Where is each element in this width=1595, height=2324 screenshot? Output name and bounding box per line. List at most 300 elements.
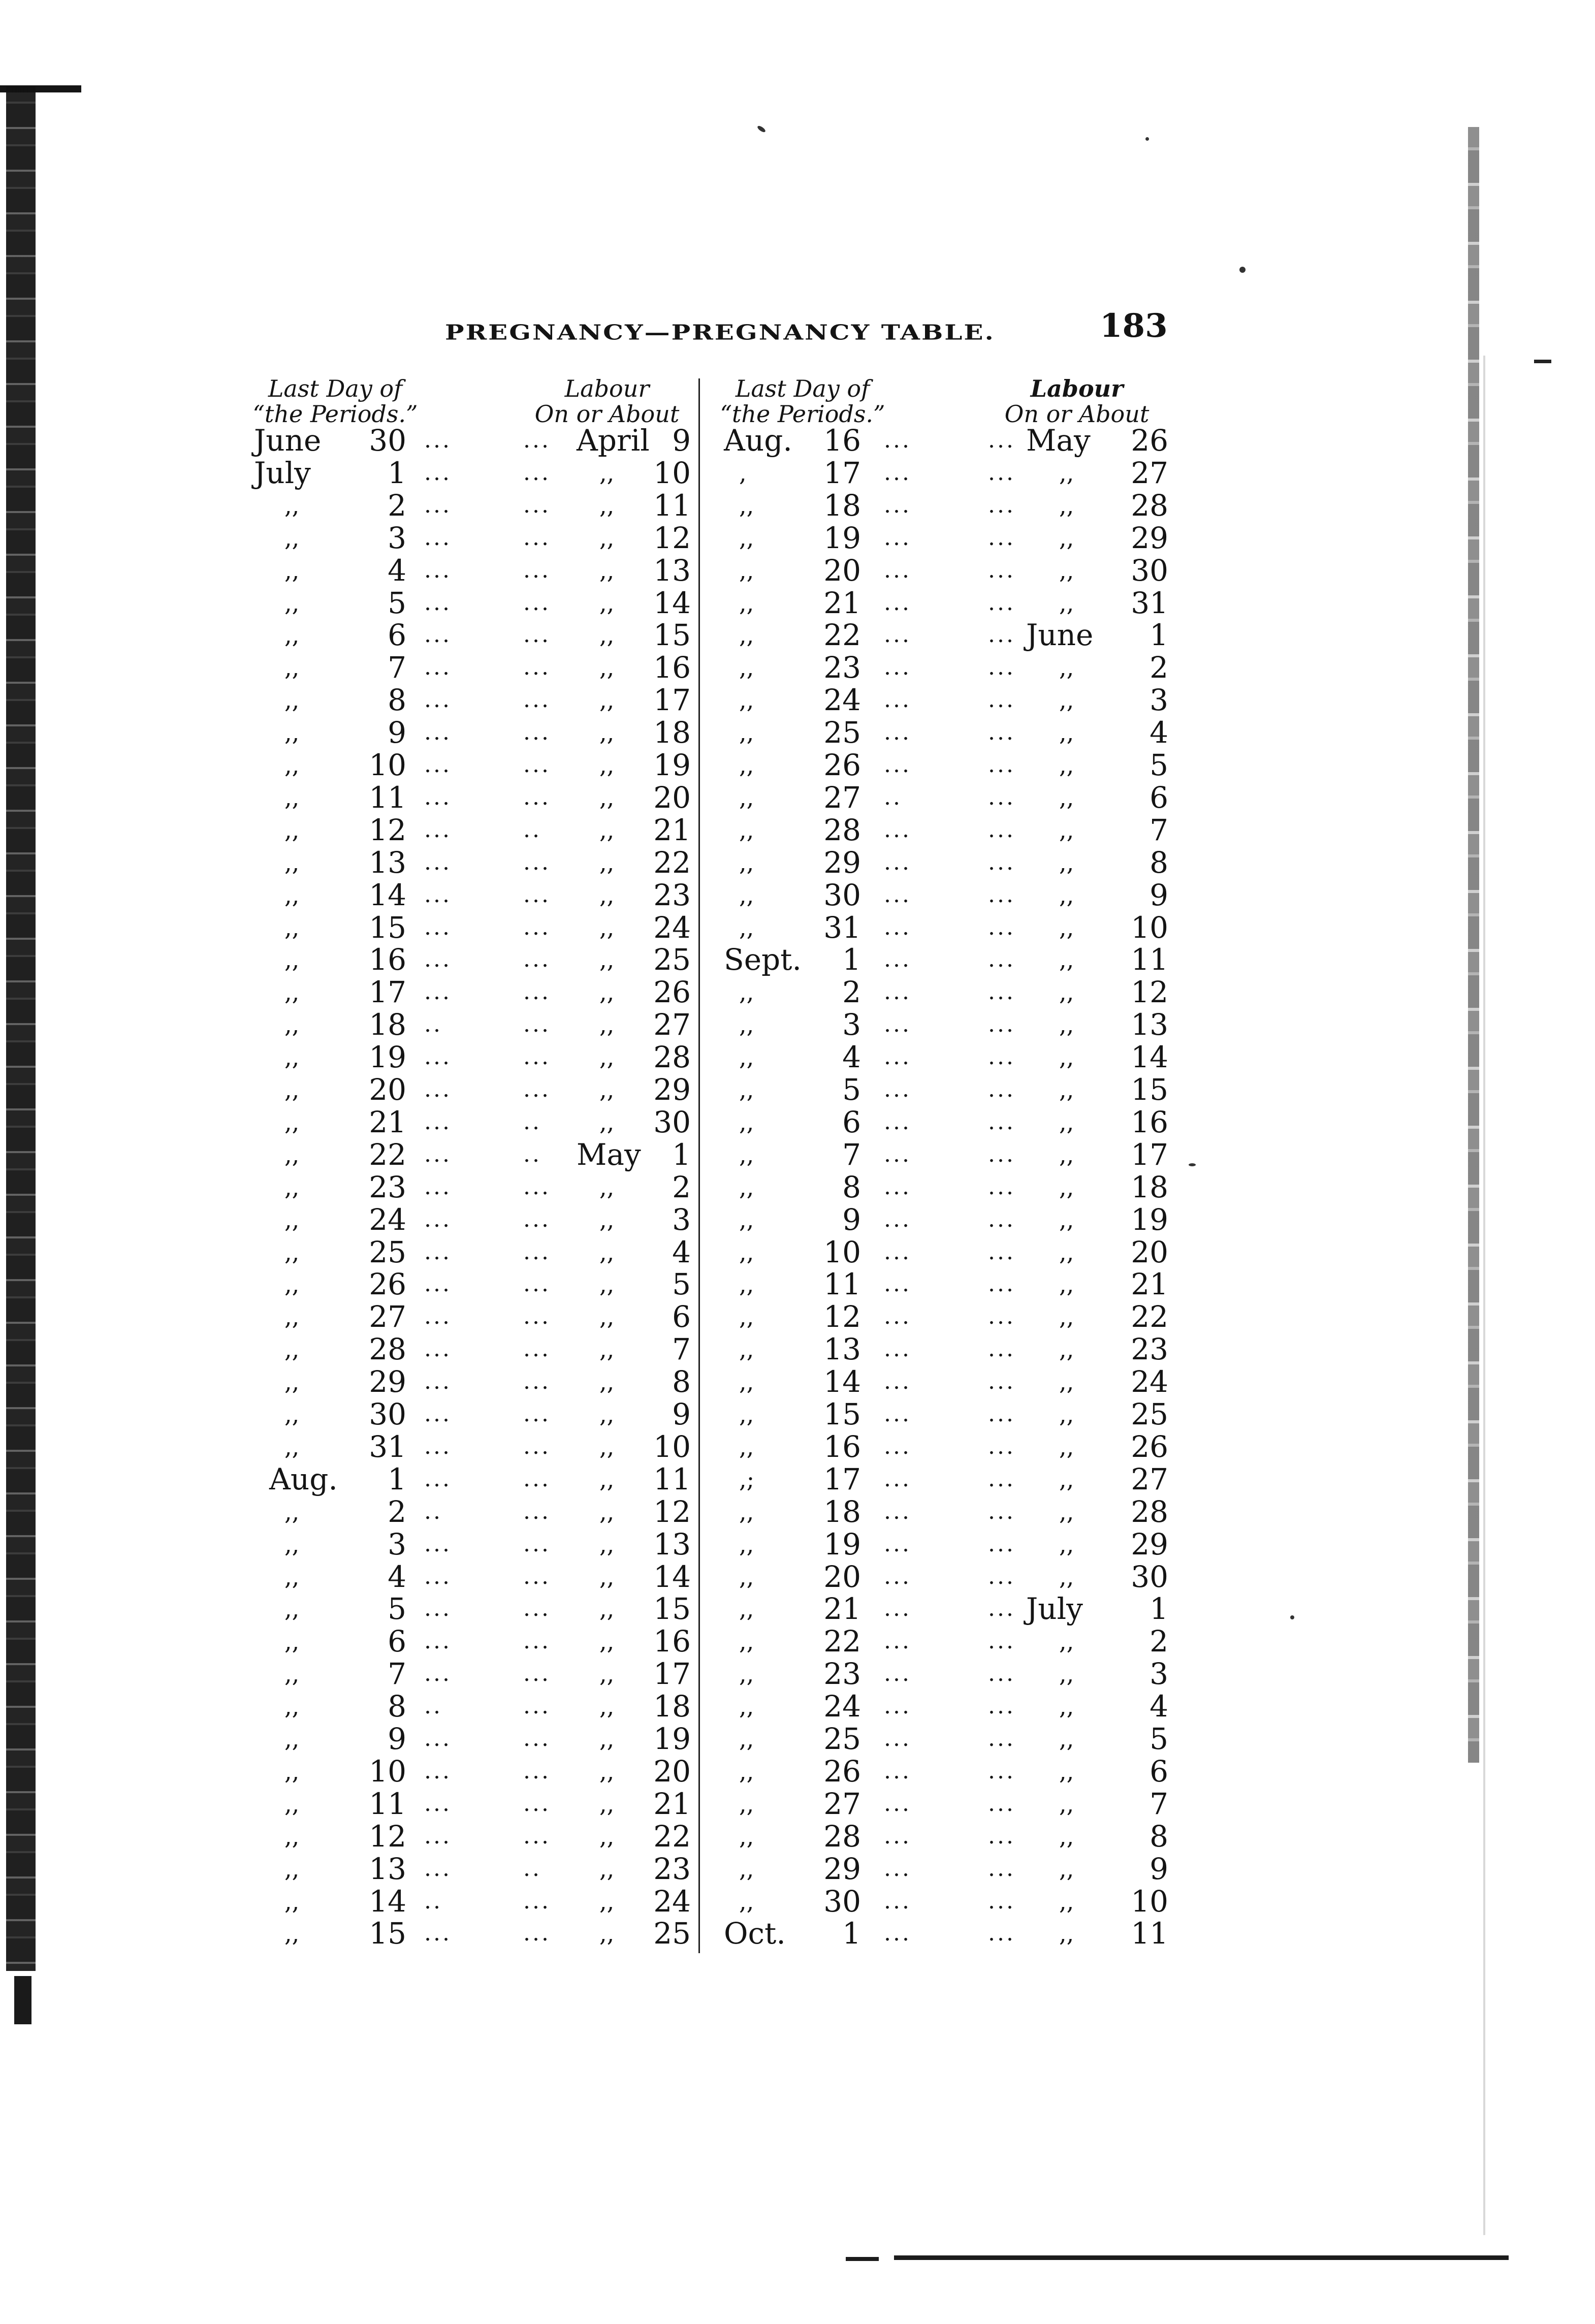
labour-month: ,, (599, 978, 615, 1006)
labour-month: ,, (599, 589, 615, 617)
labour-day: 2 (1150, 650, 1168, 685)
last-day-number: 15 (369, 910, 406, 945)
labour-month: ,, (599, 1400, 615, 1428)
labour-day: 6 (1150, 1754, 1168, 1789)
leader-dots: ... (988, 1758, 1015, 1784)
labour-day: 9 (1150, 1851, 1168, 1886)
labour-day: 23 (653, 877, 691, 912)
table-row (0, 684, 1595, 716)
last-day-number: 26 (823, 1754, 861, 1789)
leader-dots: ... (884, 1011, 911, 1038)
last-day-number: 19 (823, 520, 861, 555)
labour-day: 15 (653, 1591, 691, 1627)
heading-line: Last Day of (735, 375, 870, 402)
labour-month: ,, (599, 1887, 615, 1915)
last-day-number: 23 (823, 650, 861, 685)
labour-month: ,, (599, 1757, 615, 1785)
labour-month: ,, (1059, 1400, 1074, 1428)
last-day-month: ,, (284, 1693, 300, 1721)
labour-month: ,, (1059, 1628, 1074, 1656)
last-day-number: 18 (823, 488, 861, 523)
table-row (0, 976, 1595, 1008)
table-row (0, 1723, 1595, 1755)
labour-month: ,, (599, 1498, 615, 1525)
labour-day: 5 (1150, 748, 1168, 782)
leader-dots: ... (884, 1108, 911, 1135)
leader-dots: ... (884, 1823, 911, 1849)
labour-day: 24 (1131, 1364, 1168, 1399)
leader-dots: ... (884, 1596, 911, 1622)
last-day-month: ,, (739, 1790, 754, 1818)
labour-day: 11 (1131, 942, 1168, 977)
leader-dots: ... (523, 1401, 551, 1427)
heading-labour-right (991, 376, 1163, 427)
leader-dots: ... (424, 687, 452, 713)
labour-month: ,, (599, 1660, 615, 1688)
leader-dots: ... (424, 1368, 452, 1395)
leader-dots: ... (884, 1661, 911, 1687)
labour-day: 12 (653, 520, 691, 555)
leader-dots: ... (523, 1173, 551, 1200)
leader-dots: ... (988, 1076, 1015, 1102)
last-day-month: ,, (739, 1076, 754, 1103)
labour-day: 1 (1150, 1591, 1168, 1627)
leader-dots: ... (988, 784, 1015, 810)
table-row (0, 489, 1595, 522)
page-number: 183 (1100, 307, 1168, 345)
table-row (0, 424, 1595, 457)
leader-dots: ... (523, 1368, 551, 1395)
last-day-month: ,, (284, 686, 300, 714)
last-day-month: ,, (284, 1140, 300, 1168)
leader-dots: ... (884, 1206, 911, 1232)
leader-dots: ... (424, 1173, 452, 1200)
table-row (0, 911, 1595, 944)
leader-dots: ... (424, 459, 452, 486)
last-day-number: 3 (388, 1526, 406, 1562)
labour-month: ,, (599, 751, 615, 779)
table-row (0, 1300, 1595, 1333)
labour-month: ,, (599, 1920, 615, 1948)
labour-day: 28 (1131, 488, 1168, 523)
labour-day: 21 (653, 1786, 691, 1821)
labour-day: 8 (1150, 845, 1168, 880)
labour-month: ,, (599, 491, 615, 519)
last-day-month: ,, (284, 1011, 300, 1039)
leader-dots: ... (523, 654, 551, 681)
last-day-month: ,, (284, 1432, 300, 1460)
last-day-number: 5 (388, 1591, 406, 1627)
last-day-number: 21 (823, 1591, 861, 1627)
labour-day: 8 (1150, 1819, 1168, 1854)
labour-month: ,, (1059, 881, 1074, 909)
labour-month: ,, (1059, 1498, 1074, 1525)
labour-day: 13 (653, 553, 691, 588)
table-row (0, 879, 1595, 911)
leader-dots: ... (988, 849, 1015, 875)
labour-month: ,, (599, 1011, 615, 1039)
labour-day: 11 (1131, 1916, 1168, 1951)
leader-dots: ... (884, 427, 911, 453)
labour-month: ,, (599, 1043, 615, 1071)
leader-dots: ... (424, 946, 452, 973)
leader-dots: .. (523, 816, 541, 843)
labour-month: ,, (1059, 1140, 1074, 1168)
labour-month: ,, (599, 654, 615, 682)
last-day-number: 2 (388, 1494, 406, 1529)
leader-dots: ... (988, 1401, 1015, 1427)
leader-dots: ... (523, 1011, 551, 1038)
last-day-month: ,, (739, 589, 754, 617)
last-day-number: 8 (388, 1689, 406, 1724)
last-day-number: 20 (823, 1559, 861, 1594)
leader-dots: ... (988, 979, 1015, 1005)
last-day-number: 30 (823, 877, 861, 912)
labour-day: 1 (1150, 618, 1168, 653)
table-row (0, 1138, 1595, 1171)
labour-month: ,, (1059, 1465, 1074, 1493)
leader-dots: ... (988, 1823, 1015, 1849)
leader-dots: ... (884, 849, 911, 875)
labour-month: ,, (1059, 913, 1074, 941)
labour-month: ,, (1059, 654, 1074, 682)
labour-month: ,, (1059, 1335, 1074, 1363)
last-day-number: 31 (369, 1429, 406, 1464)
labour-day: 13 (1131, 1007, 1168, 1042)
labour-day: 6 (672, 1299, 691, 1334)
last-day-month: ,, (739, 783, 754, 811)
leader-dots: ... (424, 1920, 452, 1947)
last-day-number: 17 (823, 1461, 861, 1497)
last-day-month: ,, (739, 1140, 754, 1168)
labour-day: 19 (653, 748, 691, 782)
labour-month: ,, (1059, 459, 1074, 487)
last-day-number: 30 (823, 1884, 861, 1919)
leader-dots: ... (988, 622, 1015, 648)
leader-dots: ... (884, 1563, 911, 1589)
labour-month: ,, (599, 719, 615, 747)
last-day-number: 3 (388, 520, 406, 555)
last-day-month: ,, (739, 1173, 754, 1201)
labour-day: 22 (653, 845, 691, 880)
leader-dots: ... (884, 1433, 911, 1459)
table-row (0, 1528, 1595, 1561)
last-day-number: 23 (823, 1657, 861, 1692)
leader-dots: ... (424, 849, 452, 875)
table-row (0, 749, 1595, 781)
labour-month: ,, (599, 621, 615, 649)
leader-dots: ... (884, 492, 911, 518)
leader-dots: ... (884, 1173, 911, 1200)
leader-dots: ... (884, 687, 911, 713)
last-day-number: 18 (823, 1494, 861, 1529)
last-day-month: , (739, 459, 747, 487)
leader-dots: ... (884, 816, 911, 843)
labour-month: ,, (1059, 1660, 1074, 1688)
last-day-month: ,, (739, 848, 754, 876)
table-row (0, 1073, 1595, 1106)
last-day-number: 7 (388, 650, 406, 685)
table-row (0, 1561, 1595, 1593)
labour-day: 19 (1131, 1202, 1168, 1237)
labour-day: 7 (672, 1332, 691, 1367)
labour-day: 10 (653, 1429, 691, 1464)
heading-line: Last Day of (268, 375, 403, 402)
labour-day: 1 (672, 1137, 691, 1172)
leader-dots: ... (424, 1141, 452, 1167)
labour-month: ,, (1059, 1530, 1074, 1558)
leader-dots: ... (523, 1823, 551, 1849)
labour-month: ,, (1059, 1757, 1074, 1785)
last-day-number: 6 (842, 1104, 861, 1139)
leader-dots: ... (523, 1303, 551, 1330)
last-day-number: 17 (823, 455, 861, 490)
last-day-number: 11 (369, 1786, 406, 1821)
labour-month: ,, (1059, 751, 1074, 779)
leader-dots: ... (424, 719, 452, 746)
leader-dots: ... (424, 1790, 452, 1817)
labour-month: ,, (599, 1725, 615, 1753)
last-day-month: ,, (739, 621, 754, 649)
last-day-month: ,, (739, 751, 754, 779)
leader-dots: ... (523, 979, 551, 1005)
last-day-number: 16 (369, 942, 406, 977)
labour-day: 26 (1131, 423, 1168, 458)
leader-dots: ... (523, 1271, 551, 1297)
labour-month: ,, (599, 1076, 615, 1103)
labour-month: ,, (599, 1628, 615, 1656)
last-day-number: 18 (369, 1007, 406, 1042)
labour-month: ,, (1059, 1076, 1074, 1103)
leader-dots: ... (988, 1108, 1015, 1135)
leader-dots: ... (884, 524, 911, 551)
last-day-number: 12 (823, 1299, 861, 1334)
table-row (0, 587, 1595, 619)
leader-dots: ... (424, 1401, 452, 1427)
leader-dots: ... (523, 1076, 551, 1102)
last-day-number: 1 (388, 455, 406, 490)
leader-dots: ... (988, 1271, 1015, 1297)
last-day-month: ,, (739, 913, 754, 941)
last-day-number: 11 (823, 1267, 861, 1302)
heading-last-day-right (709, 376, 897, 427)
labour-day: 4 (1150, 1689, 1168, 1724)
labour-day: 10 (1131, 1884, 1168, 1919)
leader-dots: ... (988, 687, 1015, 713)
table-row (0, 1041, 1595, 1073)
labour-day: 9 (1150, 877, 1168, 912)
last-day-month: ,, (284, 1595, 300, 1623)
labour-day: 25 (653, 1916, 691, 1951)
last-day-month: ,, (739, 1205, 754, 1233)
labour-month: May (1026, 423, 1091, 458)
labour-month: ,, (599, 1530, 615, 1558)
labour-month: ,, (599, 1303, 615, 1331)
table-row (0, 1008, 1595, 1041)
last-day-number: 22 (823, 618, 861, 653)
labour-month: ,, (599, 1432, 615, 1460)
leader-dots: ... (884, 1855, 911, 1882)
leader-dots: ... (884, 1726, 911, 1752)
table-row (0, 1788, 1595, 1820)
last-day-number: 20 (369, 1072, 406, 1107)
last-day-month: ,, (739, 816, 754, 844)
leader-dots: .. (424, 1498, 442, 1524)
labour-month: ,, (1059, 1822, 1074, 1850)
labour-month: ,, (1059, 1368, 1074, 1396)
labour-day: 7 (1150, 812, 1168, 847)
labour-day: 20 (653, 780, 691, 815)
table-row (0, 1755, 1595, 1788)
labour-month: ,, (599, 1822, 615, 1850)
last-day-month: ,, (739, 1335, 754, 1363)
leader-dots: ... (424, 1433, 452, 1459)
leader-dots: ... (523, 881, 551, 908)
leader-dots: .. (424, 1888, 442, 1914)
last-day-month: ,, (739, 719, 754, 747)
leader-dots: ... (988, 524, 1015, 551)
table-row (0, 716, 1595, 749)
last-day-number: 19 (823, 1526, 861, 1562)
labour-month: ,, (1059, 719, 1074, 747)
labour-month: ,, (1059, 848, 1074, 876)
labour-day: 9 (672, 1397, 691, 1431)
leader-dots: ... (424, 492, 452, 518)
leader-dots: ... (424, 1238, 452, 1265)
labour-day: 22 (653, 1819, 691, 1854)
leader-dots: ... (523, 1888, 551, 1914)
leader-dots: ... (523, 1563, 551, 1589)
labour-month: ,, (599, 1270, 615, 1298)
last-day-number: 30 (369, 423, 406, 458)
leader-dots: ... (884, 1076, 911, 1102)
labour-day: 4 (672, 1234, 691, 1269)
leader-dots: ... (884, 589, 911, 616)
labour-day: 10 (653, 455, 691, 490)
leader-dots: ... (523, 1790, 551, 1817)
leader-dots: ... (523, 752, 551, 778)
labour-day: 4 (1150, 715, 1168, 750)
last-day-number: 19 (369, 1040, 406, 1075)
labour-month: April (577, 423, 650, 458)
last-day-month: ,, (739, 1628, 754, 1656)
labour-month: ,, (1059, 1432, 1074, 1460)
last-day-number: 15 (369, 1916, 406, 1951)
leader-dots: ... (523, 1596, 551, 1622)
leader-dots: ... (523, 1726, 551, 1752)
leader-dots: ... (884, 1693, 911, 1720)
last-day-month: ,, (739, 1108, 754, 1136)
labour-day: 29 (1131, 520, 1168, 555)
leader-dots: ... (988, 557, 1015, 583)
bottom-rule (894, 2255, 1509, 2260)
last-day-month: July (254, 455, 311, 490)
last-day-month: ,, (284, 1400, 300, 1428)
leader-dots: ... (424, 524, 452, 551)
leader-dots: .. (523, 1141, 541, 1167)
labour-day: 24 (653, 1884, 691, 1919)
last-day-number: 22 (369, 1137, 406, 1172)
labour-month: ,, (1059, 978, 1074, 1006)
table-row (0, 1365, 1595, 1398)
last-day-number: 21 (823, 585, 861, 620)
leader-dots: ... (424, 1303, 452, 1330)
last-day-month: ,, (739, 556, 754, 584)
leader-dots: ... (424, 1855, 452, 1882)
last-day-number: 2 (842, 975, 861, 1010)
leader-dots: ... (424, 979, 452, 1005)
last-day-month: ,, (739, 1043, 754, 1071)
last-day-month: ,, (284, 719, 300, 747)
labour-day: 11 (653, 488, 691, 523)
labour-month: ,, (599, 783, 615, 811)
labour-month: ,, (1059, 1693, 1074, 1721)
leader-dots: ... (988, 1888, 1015, 1914)
labour-day: 9 (672, 423, 691, 458)
last-day-month: ,, (739, 1660, 754, 1688)
leader-dots: ... (523, 1206, 551, 1232)
labour-month: ,, (1059, 816, 1074, 844)
labour-month: ,, (599, 946, 615, 974)
last-day-number: 8 (388, 683, 406, 718)
last-day-month: ,, (284, 1368, 300, 1396)
last-day-month: ,, (284, 621, 300, 649)
leader-dots: ... (884, 1920, 911, 1947)
leader-dots: ... (424, 784, 452, 810)
last-day-number: 13 (369, 845, 406, 880)
table-row (0, 1917, 1595, 1950)
leader-dots: ... (884, 1336, 911, 1362)
last-day-month: ,, (739, 1693, 754, 1721)
leader-dots: ... (523, 1466, 551, 1492)
last-day-number: 25 (823, 715, 861, 750)
leader-dots: ... (988, 881, 1015, 908)
labour-day: 14 (653, 585, 691, 620)
last-day-number: 28 (823, 1819, 861, 1854)
leader-dots: .. (884, 784, 902, 810)
leader-dots: ... (988, 914, 1015, 940)
last-day-number: 2 (388, 488, 406, 523)
last-day-number: 20 (823, 553, 861, 588)
last-day-month: ,, (284, 913, 300, 941)
leader-dots: ... (884, 1498, 911, 1524)
labour-day: 12 (653, 1494, 691, 1529)
last-day-month: ,, (284, 783, 300, 811)
leader-dots: ... (884, 1368, 911, 1395)
last-day-number: 6 (388, 1624, 406, 1659)
labour-month: May (577, 1137, 641, 1172)
labour-month: ,, (1059, 1920, 1074, 1948)
labour-day: 15 (1131, 1072, 1168, 1107)
last-day-month: ,, (739, 1011, 754, 1039)
last-day-number: 27 (823, 780, 861, 815)
last-day-month: ,, (739, 524, 754, 552)
table-row (0, 1236, 1595, 1268)
labour-month: ,, (1059, 1238, 1074, 1266)
labour-day: 18 (653, 715, 691, 750)
leader-dots: ... (988, 1044, 1015, 1070)
table-row (0, 781, 1595, 814)
labour-day: 17 (1131, 1137, 1168, 1172)
last-day-number: 13 (823, 1332, 861, 1367)
last-day-number: 10 (369, 748, 406, 782)
last-day-month: ,, (284, 1498, 300, 1525)
leader-dots: ... (988, 1011, 1015, 1038)
leader-dots: ... (424, 1206, 452, 1232)
labour-month: ,, (599, 1205, 615, 1233)
last-day-month: ,, (739, 1400, 754, 1428)
leader-dots: ... (884, 1044, 911, 1070)
